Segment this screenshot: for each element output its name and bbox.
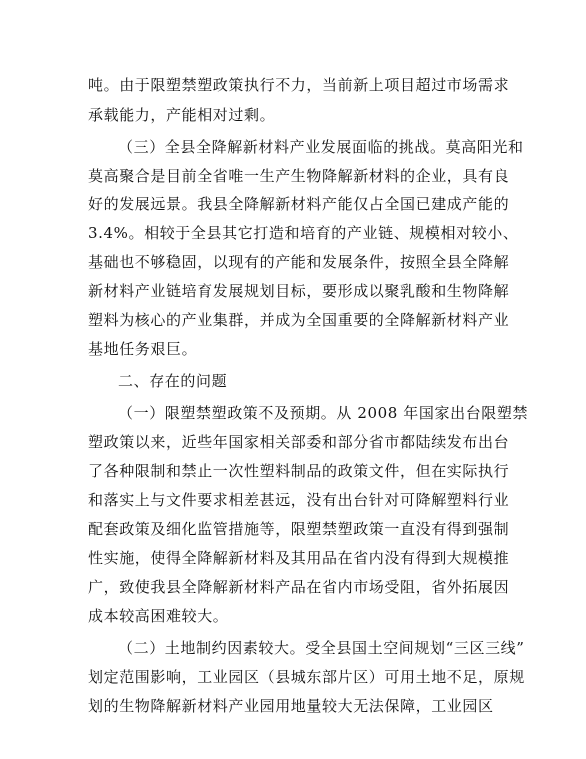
paragraph-line: （一）限塑禁塑政策不及预期。从 2008 年国家出台限塑禁 <box>118 404 529 422</box>
paragraph-line: 承载能力，产能相对过剩。 <box>88 106 276 124</box>
paragraph-line: 新材料产业链培育发展规划目标，要形成以聚乳酸和生物降解 <box>88 282 510 300</box>
paragraph-line: 塑政策以来，近些年国家相关部委和部分省市都陆续发布出台 <box>88 433 510 451</box>
paragraph-line: 划定范围影响，工业园区（县城东部片区）可用土地不足，原规 <box>88 668 525 686</box>
paragraph-line: （三）全县全降解新材料产业发展面临的挑战。莫高阳光和 <box>118 138 524 156</box>
paragraph-line: 基地任务艰巨。 <box>88 340 198 358</box>
paragraph-line: 了各种限制和禁止一次性塑料制品的政策文件，但在实际执行 <box>88 462 510 480</box>
paragraph-line: 划的生物降解新材料产业园用地量较大无法保障，工业园区 <box>88 697 494 715</box>
paragraph-line: 好的发展远景。我县全降解新材料产能仅占全国已建成产能的 <box>88 195 510 213</box>
section-heading: 二、存在的问题 <box>118 372 228 390</box>
paragraph-line: （二）土地制约因素较大。受全县国土空间规划“三区三线” <box>118 639 525 657</box>
paragraph-line: 广，致使我县全降解新材料产品在省内市场受阻，省外拓展因 <box>88 578 510 596</box>
paragraph-line: 性实施，使得全降解新材料及其用品在省内没有得到大规模推 <box>88 549 510 567</box>
paragraph-line: 塑料为核心的产业集群，并成为全国重要的全降解新材料产业 <box>88 311 510 329</box>
paragraph-line: 配套政策及细化监管措施等，限塑禁塑政策一直没有得到强制 <box>88 520 510 538</box>
paragraph-line: 成本较高困难较大。 <box>88 607 229 625</box>
paragraph-line: 3.4%。相较于全县其它打造和培育的产业链、规模相对较小、 <box>88 224 519 242</box>
paragraph-line: 莫高聚合是目前全省唯一生产生物降解新材料的企业，具有良 <box>88 167 510 185</box>
paragraph-line: 和落实上与文件要求相差甚远，没有出台针对可降解塑料行业 <box>88 491 510 509</box>
paragraph-line: 基础也不够稳固，以现有的产能和发展条件，按照全县全降解 <box>88 253 510 271</box>
paragraph-line: 吨。由于限塑禁塑政策执行不力，当前新上项目超过市场需求 <box>88 76 510 94</box>
